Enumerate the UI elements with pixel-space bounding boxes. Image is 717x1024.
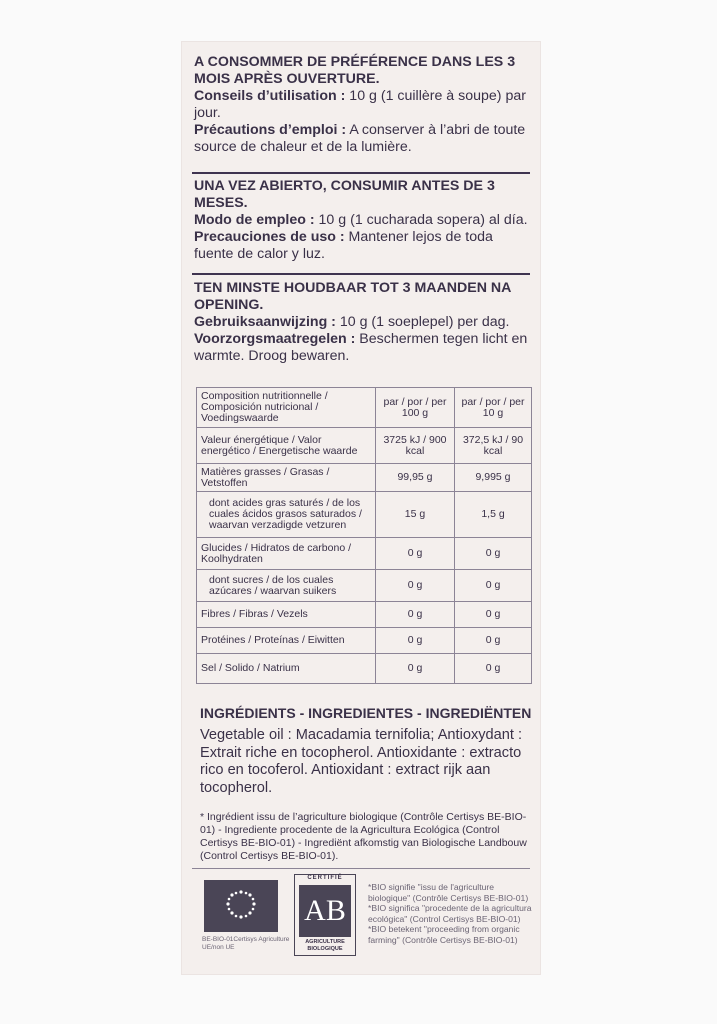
- french-prec-label: Précautions d’emploi :: [194, 122, 347, 138]
- eu-logo-caption: BE-BIO-01Certisys Agriculture UE/non UE: [202, 936, 290, 951]
- nutrition-value-100g: 15 g: [376, 492, 455, 538]
- table-row: [197, 654, 532, 684]
- ab-letters: AB: [299, 885, 351, 937]
- french-prec-text: A conserver à l’abri de toute source de chaleur et de la lumière.: [194, 122, 526, 155]
- divider: [192, 273, 530, 275]
- spanish-use-label: Modo de empleo :: [194, 212, 315, 228]
- french-use-label: Conseils d’utilisation :: [194, 88, 346, 104]
- nutrition-value-10g: 0 g: [455, 538, 532, 570]
- ingredients-footnote: * Ingrédient issu de l’agriculture biologique (Contrôle Certisys BE-BIO-01) - Ingrediente procedente de la Agricultura Ecológica (Control Certisys BE-BIO-01) - Ingrediënt afkomstig van Biologische Landbouw (Control Certisys BE-BIO-01).: [200, 811, 527, 862]
- nutrition-row-label: Fibres / Fibras / Vezels: [197, 602, 376, 628]
- bio-note: *BIO significa "procedente de la agricultura ecológica" (Control Certisys BE-BIO-01): [368, 903, 532, 924]
- eu-organic-logo: [204, 880, 278, 932]
- dutch-section: [194, 280, 530, 365]
- divider: [192, 172, 530, 174]
- french-section: [194, 54, 530, 156]
- ab-certifie-text: CERTIFIÉ: [307, 875, 343, 881]
- dutch-use-text: 10 g (1 soeplepel) per dag.: [335, 314, 510, 330]
- table-row: [197, 570, 532, 602]
- table-row: [197, 538, 532, 570]
- nutrition-row-label: dont sucres / de los cuales azúcares / waarvan suikers: [197, 570, 376, 602]
- dutch-use-label: Gebruiksaanwijzing :: [194, 314, 336, 330]
- spanish-section: [194, 178, 530, 263]
- nutrition-row-label: Glucides / Hidratos de carbono / Koolhydraten: [197, 538, 376, 570]
- ingredients-text: Vegetable oil : Macadamia ternifolia; Antioxydant : Extrait riche en tocopherol. Antioxidante : extracto rico en tocoferol. Antioxidant : extract rijk aan tocopherol.: [200, 727, 523, 796]
- nutrition-value-10g: 372,5 kJ / 90 kcal: [455, 428, 532, 464]
- table-row: [197, 602, 532, 628]
- dutch-prec-label: Voorzorgsmaatregelen :: [194, 331, 356, 347]
- table-row: [197, 492, 532, 538]
- nutrition-value-100g: 0 g: [376, 538, 455, 570]
- table-row: [197, 628, 532, 654]
- nutrition-header-10g: par / por / per 10 g: [455, 388, 532, 428]
- product-label: [182, 42, 540, 974]
- nutrition-value-100g: 0 g: [376, 570, 455, 602]
- nutrition-row-label: Valeur énergétique / Valor energético / Energetische waarde: [197, 428, 376, 464]
- nutrition-value-100g: 0 g: [376, 654, 455, 684]
- ab-organic-logo: [294, 874, 356, 956]
- nutrition-value-100g: 99,95 g: [376, 464, 455, 492]
- french-use-text: 10 g (1 cuillère à soupe) par jour.: [194, 88, 526, 121]
- nutrition-value-10g: 9,995 g: [455, 464, 532, 492]
- nutrition-row-label: Protéines / Proteínas / Eiwitten: [197, 628, 376, 654]
- nutrition-value-10g: 1,5 g: [455, 492, 532, 538]
- nutrition-header-label: Composition nutritionnelle / Composición nutricional / Voedingswaarde: [197, 388, 376, 428]
- table-row: [197, 428, 532, 464]
- nutrition-row-label: Matières grasses / Grasas / Vetstoffen: [197, 464, 376, 492]
- divider: [192, 868, 530, 869]
- spanish-prec-text: Mantener lejos de toda fuente de calor y luz.: [194, 229, 493, 262]
- nutrition-value-10g: 0 g: [455, 602, 532, 628]
- nutrition-value-10g: 0 g: [455, 654, 532, 684]
- dutch-prec-text: Beschermen tegen licht en warmte. Droog bewaren.: [194, 331, 528, 364]
- eu-leaf-icon: [204, 880, 278, 932]
- nutrition-header-row: [197, 388, 532, 428]
- nutrition-header-100g: par / por / per 100 g: [376, 388, 455, 428]
- spanish-use-text: 10 g (1 cucharada sopera) al día.: [314, 212, 528, 228]
- nutrition-value-100g: 3725 kJ / 900 kcal: [376, 428, 455, 464]
- ab-caption: AGRICULTURE BIOLOGIQUE: [305, 939, 345, 952]
- spanish-heading: UNA VEZ ABIERTO, CONSUMIR ANTES DE 3 MESES.: [194, 178, 495, 211]
- nutrition-value-10g: 0 g: [455, 628, 532, 654]
- bio-note: *BIO signifie "issu de l'agriculture biologique" (Contrôle Certisys BE-BIO-01): [368, 882, 529, 903]
- spanish-prec-label: Precauciones de uso :: [194, 229, 345, 245]
- table-row: [197, 464, 532, 492]
- french-heading: A CONSOMMER DE PRÉFÉRENCE DANS LES 3 MOIS APRÈS OUVERTURE.: [194, 54, 516, 87]
- dutch-heading: TEN MINSTE HOUDBAAR TOT 3 MAANDEN NA OPENING.: [194, 280, 511, 313]
- nutrition-value-10g: 0 g: [455, 570, 532, 602]
- ingredients-title: INGRÉDIENTS - INGREDIENTES - INGREDIËNTEN: [200, 705, 532, 721]
- bio-note: *BIO betekent "proceeding from organic farming" (Contrôle Certisys BE-BIO-01): [368, 924, 520, 945]
- nutrition-table: [196, 387, 532, 684]
- nutrition-value-100g: 0 g: [376, 602, 455, 628]
- nutrition-value-100g: 0 g: [376, 628, 455, 654]
- nutrition-row-label: dont acides gras saturés / de los cuales ácidos grasos saturados / waarvan verzadigde vetzuren: [197, 492, 376, 538]
- nutrition-row-label: Sel / Solido / Natrium: [197, 654, 376, 684]
- bio-notes: [368, 882, 533, 945]
